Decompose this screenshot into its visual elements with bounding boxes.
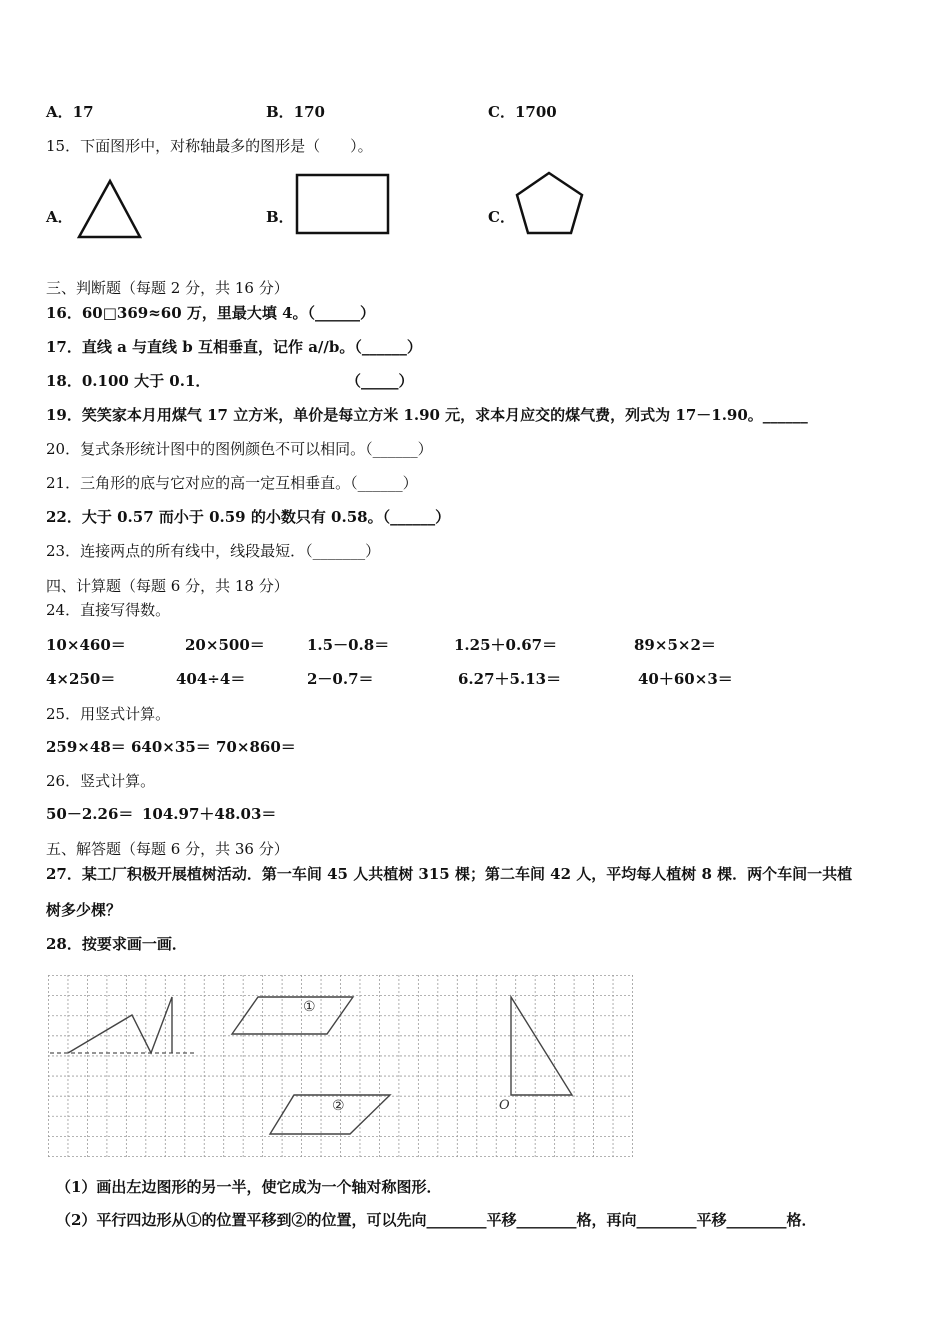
question-25: 25．用竖式计算。 [46, 705, 171, 723]
question-24: 24．直接写得数。 [46, 601, 171, 619]
question-18: 18．0.100 大于 0.1． [46, 372, 211, 390]
question-21: 21．三角形的底与它对应的高一定互相垂直。（______） [46, 474, 418, 492]
question-19: 19．笑笑家本月用煤气 17 立方米，单价是每立方米 1.90 元，求本月应交的煤气费，列式为 17－1.90。______ [46, 406, 808, 424]
calc-item: 4×250＝ [46, 670, 116, 688]
calc-item: 40＋60×3＝ [638, 670, 733, 688]
question-23: 23．连接两点的所有线中，线段最短．（_______） [46, 542, 381, 560]
section-4-title: 四、计算题（每题 6 分，共 18 分） [46, 577, 289, 595]
parallelogram-2 [270, 1095, 390, 1134]
calc-item: 1.25＋0.67＝ [454, 636, 558, 654]
question-27: 27．某工厂积极开展植树活动．第一车间 45 人共植树 315 棵；第二车间 42 人，平均每人植树 8 棵．两个车间一共植 [46, 865, 853, 883]
question-17: 17．直线 a 与直线 b 互相垂直，记作 a//b。（______） [46, 338, 422, 356]
option-b-q14: B．170 [266, 103, 325, 121]
label-2: ② [332, 1098, 345, 1114]
rectangle-shape [295, 173, 391, 236]
half-figure [68, 997, 172, 1053]
question-22: 22．大于 0.57 而小于 0.59 的小数只有 0.58。（______） [46, 508, 451, 526]
calc-item: 20×500＝ [185, 636, 265, 654]
option-a-q15: A． [46, 208, 73, 226]
calc-item: 89×5×2＝ [634, 636, 716, 654]
vertical-calc-item: 259×48＝ [46, 738, 126, 756]
option-a-q14: A．17 [46, 103, 94, 121]
vertical-calc-item: 640×35＝ [131, 738, 211, 756]
vertical-calc-item: 70×860＝ [216, 738, 296, 756]
calc-item: 10×460＝ [46, 636, 126, 654]
question-26: 26．竖式计算。 [46, 772, 156, 790]
calc-item: 404÷4＝ [176, 670, 246, 688]
calc-item: 6.27＋5.13＝ [458, 670, 562, 688]
section-5-title: 五、解答题（每题 6 分，共 36 分） [46, 840, 289, 858]
question-28: 28．按要求画一画． [46, 935, 187, 953]
question-28-part-1: （1）画出左边图形的另一半，使它成为一个轴对称图形． [56, 1178, 442, 1196]
grid-figure [48, 975, 633, 1157]
calc-item: 2－0.7＝ [307, 670, 374, 688]
question-20: 20．复式条形统计图中的图例颜色不可以相同。（______） [46, 440, 433, 458]
question-15: 15．下面图形中，对称轴最多的图形是（ ）。 [46, 137, 373, 155]
question-16: 16．60□369≈60 万，里最大填 4。（______） [46, 304, 376, 322]
calc-item: 1.5－0.8＝ [307, 636, 390, 654]
question-27-cont: 树多少棵？ [46, 901, 122, 919]
option-c-q14: C．1700 [488, 103, 557, 121]
option-c-q15: C． [488, 208, 515, 226]
option-b-q15: B． [266, 208, 294, 226]
pentagon-shape [514, 169, 586, 237]
triangle-shape [76, 178, 144, 240]
question-18-blank: （_____） [346, 372, 414, 390]
origin-label: O [499, 1098, 510, 1113]
label-1: ① [303, 999, 316, 1015]
right-triangle [511, 997, 572, 1095]
vertical-calc-item: 104.97＋48.03＝ [142, 805, 277, 823]
vertical-calc-item: 50－2.26＝ [46, 805, 134, 823]
question-28-part-2: （2）平行四边形从①的位置平移到②的位置，可以先向________平移________格，再向________平移________格． [56, 1211, 817, 1229]
section-3-title: 三、判断题（每题 2 分，共 16 分） [46, 279, 289, 297]
